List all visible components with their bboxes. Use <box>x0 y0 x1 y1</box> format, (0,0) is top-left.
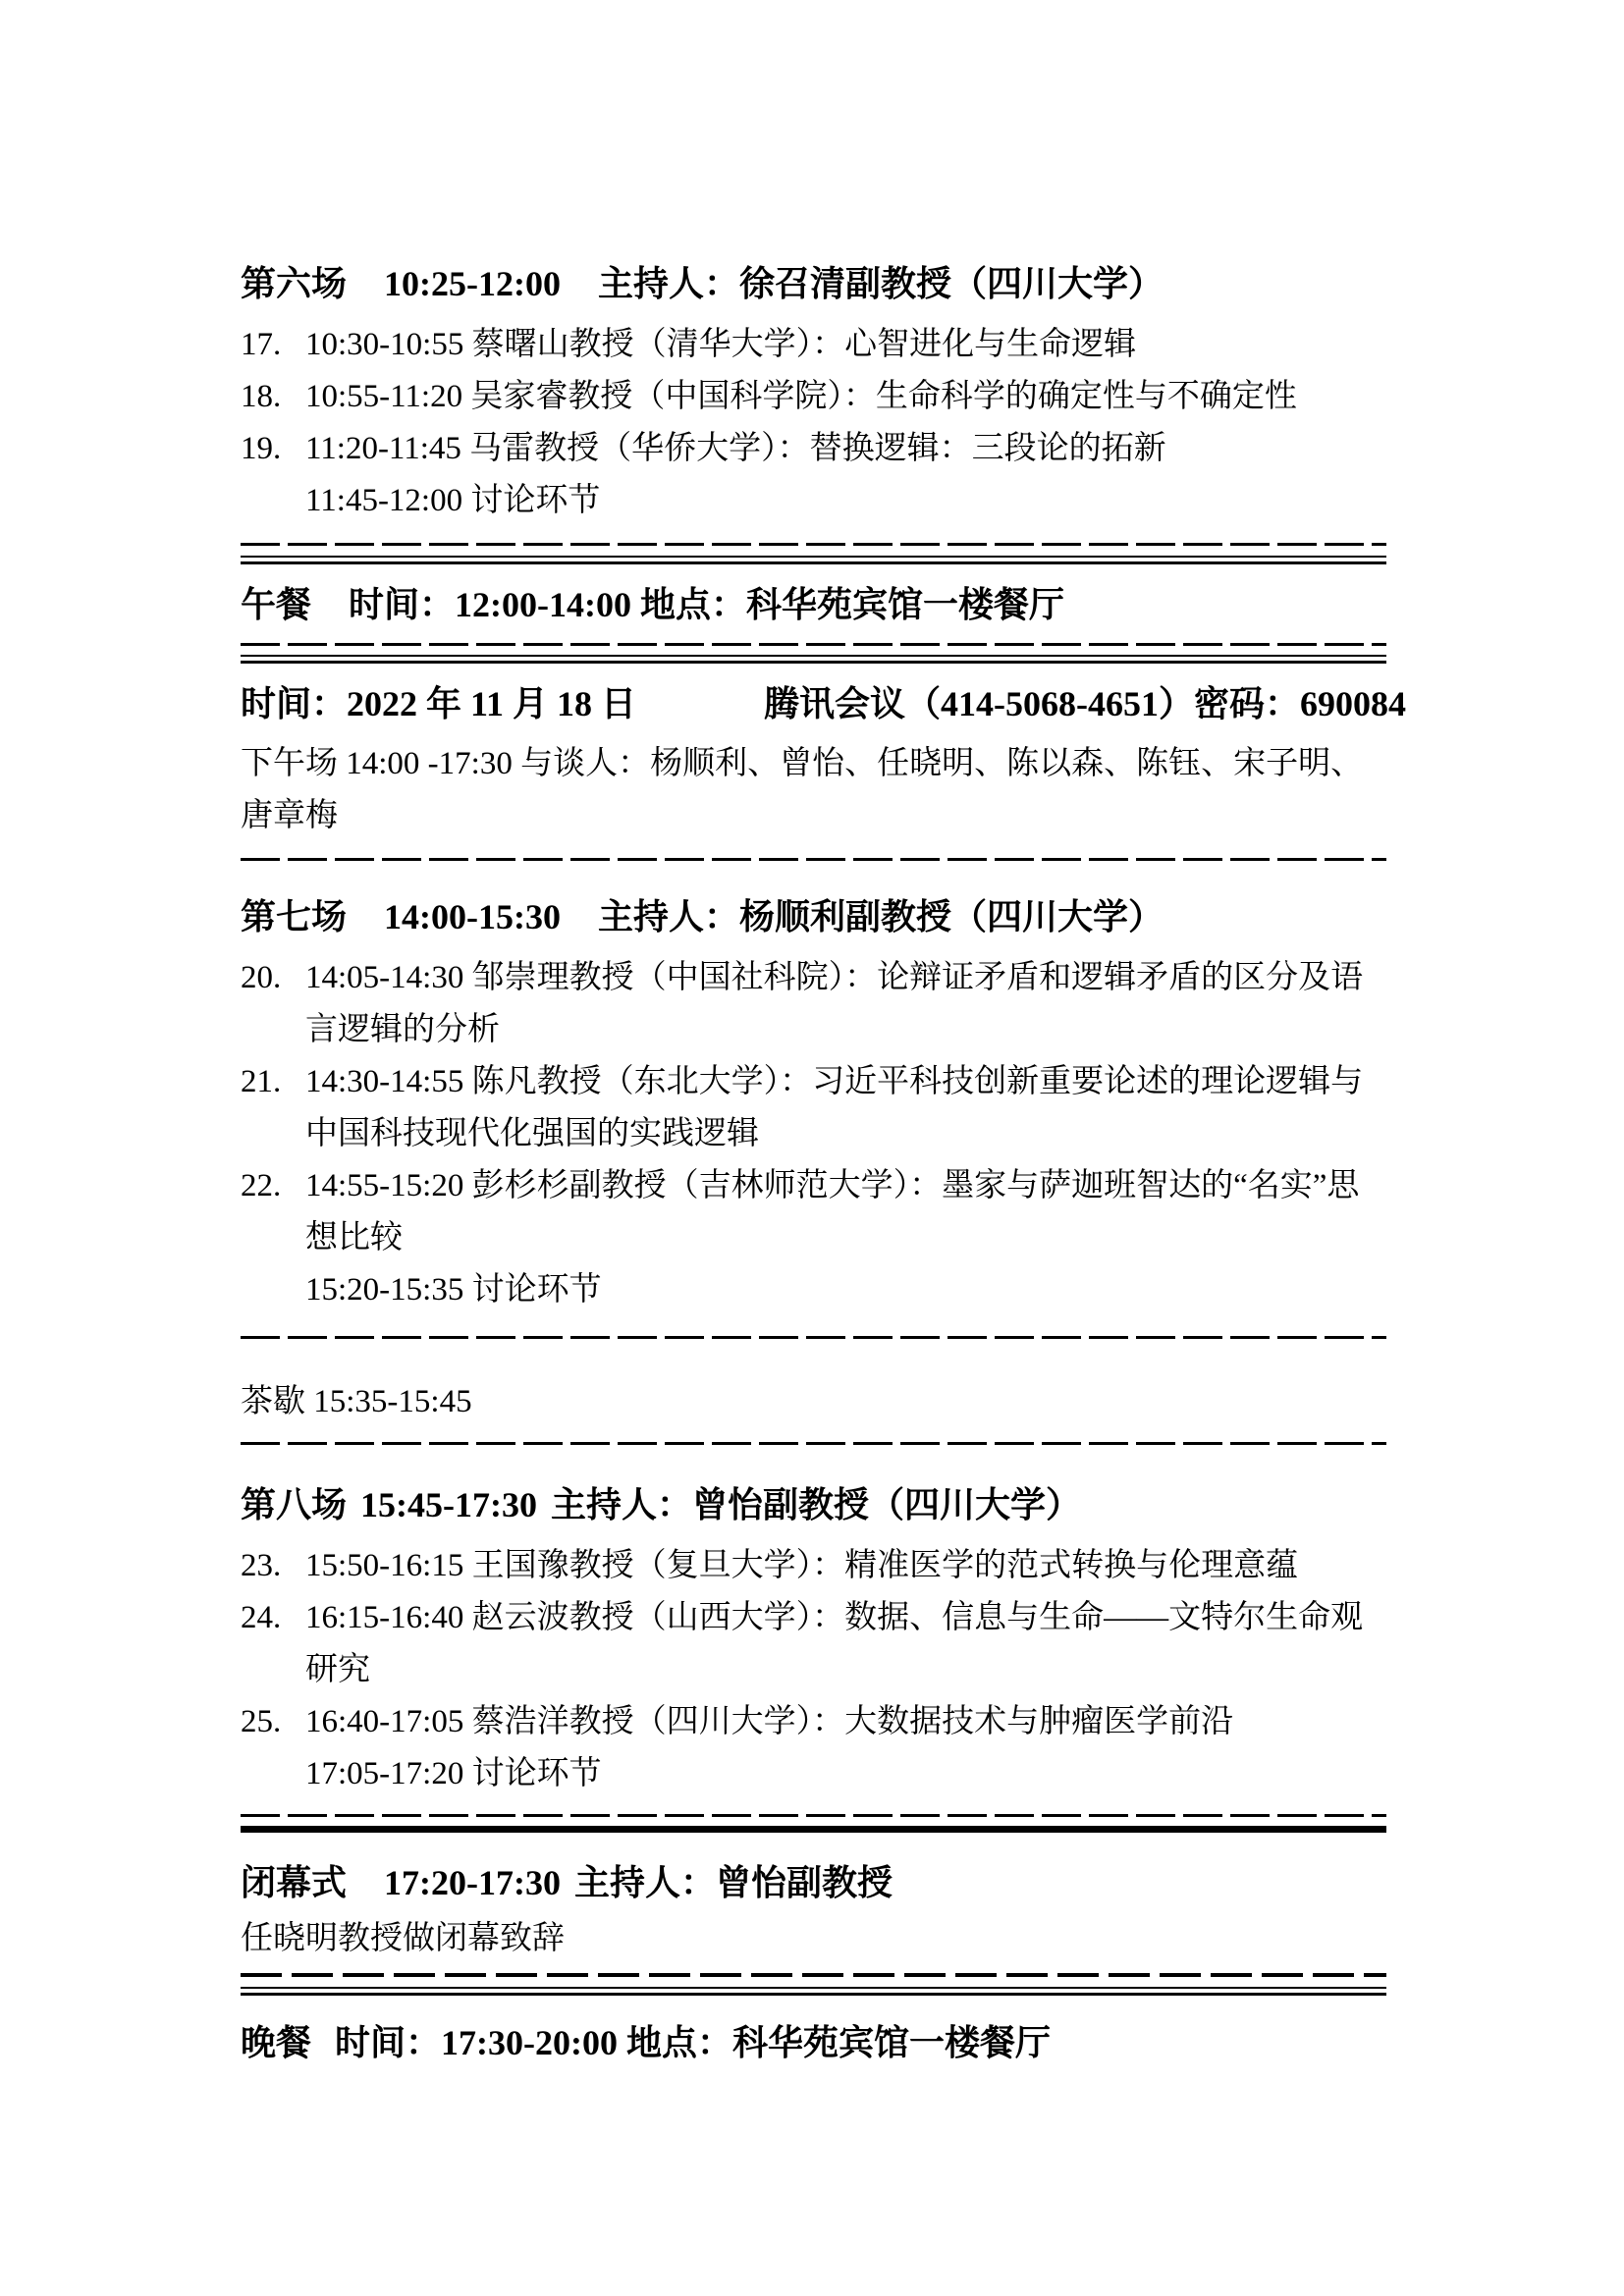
item-number: 18. <box>241 379 282 414</box>
agenda-item-22 <box>241 1160 1386 1264</box>
item-number: 24. <box>241 1600 282 1635</box>
divider-dashed-5 <box>241 1442 1386 1445</box>
agenda-item-21 <box>241 1056 1386 1160</box>
item-number: 20. <box>241 960 282 995</box>
agenda-item-25 <box>241 1696 1386 1748</box>
session-6-time: 10:25-12:00 <box>384 264 561 303</box>
closing-host: 主持人：曾怡副教授 <box>573 1863 893 1902</box>
divider-dashed-2 <box>241 643 1386 646</box>
item-text: 15:50-16:15 王国豫教授（复旦大学）：精准医学的范式转换与伦理意蕴 <box>305 1548 1299 1583</box>
dinner-detail: 时间：17:30-20:00 地点：科华苑宾馆一楼餐厅 <box>335 2023 1051 2062</box>
agenda-item-23 <box>241 1540 1386 1592</box>
agenda-item-18 <box>241 371 1386 423</box>
agenda-item-17 <box>241 319 1386 371</box>
divider-thick <box>241 1826 1386 1833</box>
closing-header <box>241 1860 1386 1905</box>
meeting-id: 腾讯会议（414-5068-4651）密码：690084 <box>764 684 1406 723</box>
item-text: 10:30-10:55 蔡曙山教授（清华大学）：心智进化与生命逻辑 <box>305 327 1137 362</box>
session-8-header <box>241 1482 1386 1527</box>
session-6-host: 主持人：徐召清副教授（四川大学） <box>597 264 1164 303</box>
item-number: 17. <box>241 327 282 362</box>
divider-dashed-3 <box>241 858 1386 861</box>
lunch-detail: 时间：12:00-14:00 地点：科华苑宾馆一楼餐厅 <box>349 585 1064 624</box>
item-text: 15:20-15:35 讨论环节 <box>305 1272 602 1308</box>
divider-double-1 <box>241 556 1386 564</box>
item-text: 10:55-11:20 吴家睿教授（中国科学院）：生命科学的确定性与不确定性 <box>305 379 1297 414</box>
session-7-host: 主持人：杨顺利副教授（四川大学） <box>597 897 1164 936</box>
item-text: 11:20-11:45 马雷教授（华侨大学）：替换逻辑：三段论的拓新 <box>305 431 1166 466</box>
item-number: 23. <box>241 1548 282 1583</box>
session-8-items <box>241 1540 1386 1800</box>
session-8-host: 主持人：曾怡副教授（四川大学） <box>550 1485 1081 1524</box>
item-text: 14:55-15:20 彭杉杉副教授（吉林师范大学）：墨家与萨迦班智达的“名实”思想比较 <box>305 1168 1360 1255</box>
lunch-label: 午餐 <box>241 585 312 624</box>
agenda-item-discussion <box>241 1264 1386 1316</box>
item-number: 25. <box>241 1704 282 1739</box>
item-text: 16:15-16:40 赵云波教授（山西大学）：数据、信息与生命——文特尔生命观研究 <box>305 1600 1364 1687</box>
closing-note: 任晓明教授做闭幕致辞 <box>241 1921 565 1956</box>
afternoon-session-line: 下午场 14:00 -17:30 与谈人：杨顺利、曾怡、任晓明、陈以森、陈钰、宋子明、唐章梅 <box>241 746 1364 833</box>
divider-dashed-4 <box>241 1336 1386 1339</box>
item-text: 14:05-14:30 邹崇理教授（中国社科院）：论辩证矛盾和逻辑矛盾的区分及语言逻辑的分析 <box>305 960 1364 1047</box>
item-text: 14:30-14:55 陈凡教授（东北大学）：习近平科技创新重要论述的理论逻辑与中国科技现代化强国的实践逻辑 <box>305 1064 1364 1151</box>
item-text: 16:40-17:05 蔡浩洋教授（四川大学）：大数据技术与肿瘤医学前沿 <box>305 1704 1234 1739</box>
divider-dashed-6 <box>241 1814 1386 1817</box>
session-6-label: 第六场 <box>241 264 348 303</box>
agenda-item-19 <box>241 423 1386 475</box>
item-text: 17:05-17:20 讨论环节 <box>305 1756 602 1791</box>
divider-dashed-1 <box>241 543 1386 546</box>
agenda-item-discussion <box>241 475 1386 527</box>
item-text: 11:45-12:00 讨论环节 <box>305 483 601 518</box>
agenda-item-20 <box>241 952 1386 1056</box>
tea-break-line: 茶歇 15:35-15:45 <box>241 1384 472 1419</box>
divider-double-3 <box>241 1987 1386 1996</box>
session-7-time: 14:00-15:30 <box>384 897 561 936</box>
session-8-label: 第八场 <box>241 1485 348 1524</box>
meeting-info-header <box>241 681 1406 726</box>
lunch-header <box>241 582 1386 627</box>
closing-time: 17:20-17:30 <box>384 1863 561 1902</box>
session-8-time: 15:45-17:30 <box>360 1485 537 1524</box>
item-number: 21. <box>241 1064 282 1099</box>
agenda-item-24 <box>241 1592 1386 1696</box>
document-content <box>241 0 1406 2065</box>
meeting-date: 时间：2022 年 11 月 18 日 <box>241 684 637 723</box>
session-6-header <box>241 261 1386 306</box>
session-7-header <box>241 894 1386 939</box>
session-7-label: 第七场 <box>241 897 348 936</box>
closing-label: 闭幕式 <box>241 1863 348 1902</box>
divider-dashed-bold <box>241 1973 1386 1977</box>
dinner-label: 晚餐 <box>241 2023 312 2062</box>
session-7-items <box>241 952 1386 1316</box>
item-number: 22. <box>241 1168 282 1203</box>
item-number: 19. <box>241 431 282 466</box>
divider-double-2 <box>241 655 1386 664</box>
agenda-item-discussion <box>241 1748 1386 1800</box>
session-6-items <box>241 319 1386 527</box>
dinner-header <box>241 2020 1386 2065</box>
